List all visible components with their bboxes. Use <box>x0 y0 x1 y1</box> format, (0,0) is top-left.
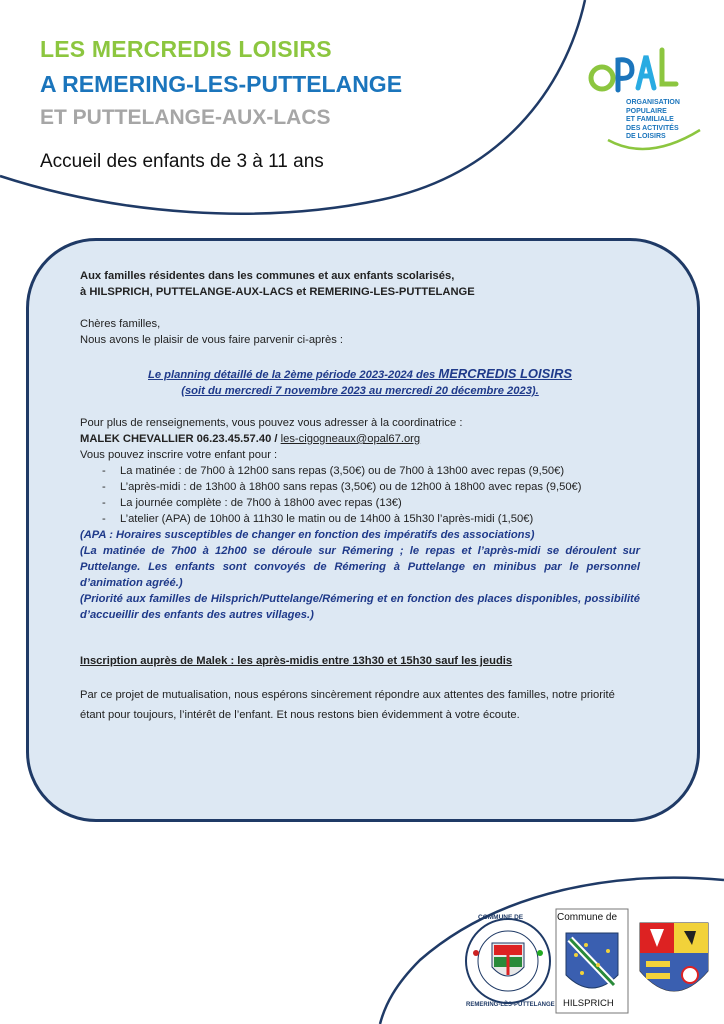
list-item: - La matinée : de 7h00 à 12h00 sans repas (3,50€) ou de 7h00 à 13h00 avec repas (9,50€) <box>102 463 640 479</box>
remering-seal <box>466 919 550 1003</box>
address-line: à HILSPRICH, PUTTELANGE-AUX-LACS et REMERING-LES-PUTTELANGE <box>80 286 475 298</box>
tagline-line: DES ACTIVITÉS <box>626 124 679 132</box>
opal-logo <box>588 44 708 164</box>
address-line: Aux familles résidentes dans les communes et aux enfants scolarisés, <box>80 270 455 282</box>
note-transport: (La matinée de 7h00 à 12h00 se déroule sur Rémering ; le repas et l’après-midi se déroulent sur Puttelange. Les enfants sont convoyés de Rémering à Puttelange en minibus par le personnel d’animation agréé.) <box>80 545 640 589</box>
greeting: Chères familles, <box>80 318 161 330</box>
options-list <box>80 463 640 527</box>
tagline-line: ORGANISATION <box>626 99 680 106</box>
planning-highlight: MERCREDIS LOISIRS <box>438 366 572 381</box>
note-apa: (APA : Horaires susceptibles de changer en fonction des impératifs des associations) <box>80 529 535 541</box>
tagline-line: DE LOISIRS <box>626 133 666 140</box>
tagline-line: ET FAMILIALE <box>626 116 674 123</box>
intro-text: Nous avons le plaisir de vous faire parvenir ci-après : <box>80 334 344 346</box>
tagline-line: POPULAIRE <box>626 107 667 115</box>
list-item: - L’atelier (APA) de 10h00 à 11h30 le matin ou de 14h00 à 15h30 l’après-midi (1,50€) <box>102 511 640 527</box>
contact-email-link[interactable]: les-cigogneaux@opal67.org <box>280 433 421 445</box>
opal-tagline <box>626 99 680 142</box>
title-line3: ET PUTTELANGE-AUX-LACS <box>40 106 331 129</box>
puttelange-shield <box>640 923 708 991</box>
letter-content <box>80 268 640 725</box>
title-line1: LES MERCREDIS LOISIRS <box>40 36 332 62</box>
list-item: - L’après-midi : de 13h00 à 18h00 sans repas (3,50€) ou de 12h00 à 18h00 avec repas (9,50€) <box>102 479 640 495</box>
info-text: Pour plus de renseignements, vous pouvez vous adresser à la coordinatrice : <box>80 417 463 429</box>
contact-name: MALEK CHEVALLIER 06.23.45.57.40 / <box>80 433 281 445</box>
closing-paragraph: Par ce projet de mutualisation, nous espérons sincèrement répondre aux attentes des familles, notre priorité étant pour toujours, l’intérêt de l’enfant. Et nous restons bien évidemment à votre écoute. <box>80 689 615 721</box>
page-subtitle: Accueil des enfants de 3 à 11 ans <box>40 151 324 172</box>
planning-heading <box>80 366 640 383</box>
contact-line <box>80 431 640 447</box>
seal2-top-label: Commune de <box>557 912 618 923</box>
inscription-line: Inscription auprès de Malek : les après-midis entre 13h30 et 15h30 sauf les jeudis <box>80 655 513 667</box>
seal2-bottom-label: HILSPRICH <box>563 998 614 1009</box>
note-priority: (Priorité aux familles de Hilsprich/Puttelange/Rémering et en fonction des places disponibles, possibilité d’accueillir des enfants des autres villages.) <box>80 593 640 621</box>
planning-dates: (soit du mercredi 7 novembre 2023 au mercredi 20 décembre 2023). <box>181 385 539 397</box>
seal1-bottom-label: REMERING-LÈS-PUTTELANGE <box>466 1002 555 1008</box>
enroll-intro: Vous pouvez inscrire votre enfant pour : <box>80 449 278 461</box>
title-line2: A REMERING-LES-PUTTELANGE <box>40 71 403 97</box>
list-item: - La journée complète : de 7h00 à 18h00 avec repas (13€) <box>102 495 640 511</box>
planning-prefix: Le planning détaillé de la 2ème période 2023-2024 des <box>148 369 439 381</box>
seal1-top-label: COMMUNE DE <box>478 914 524 921</box>
